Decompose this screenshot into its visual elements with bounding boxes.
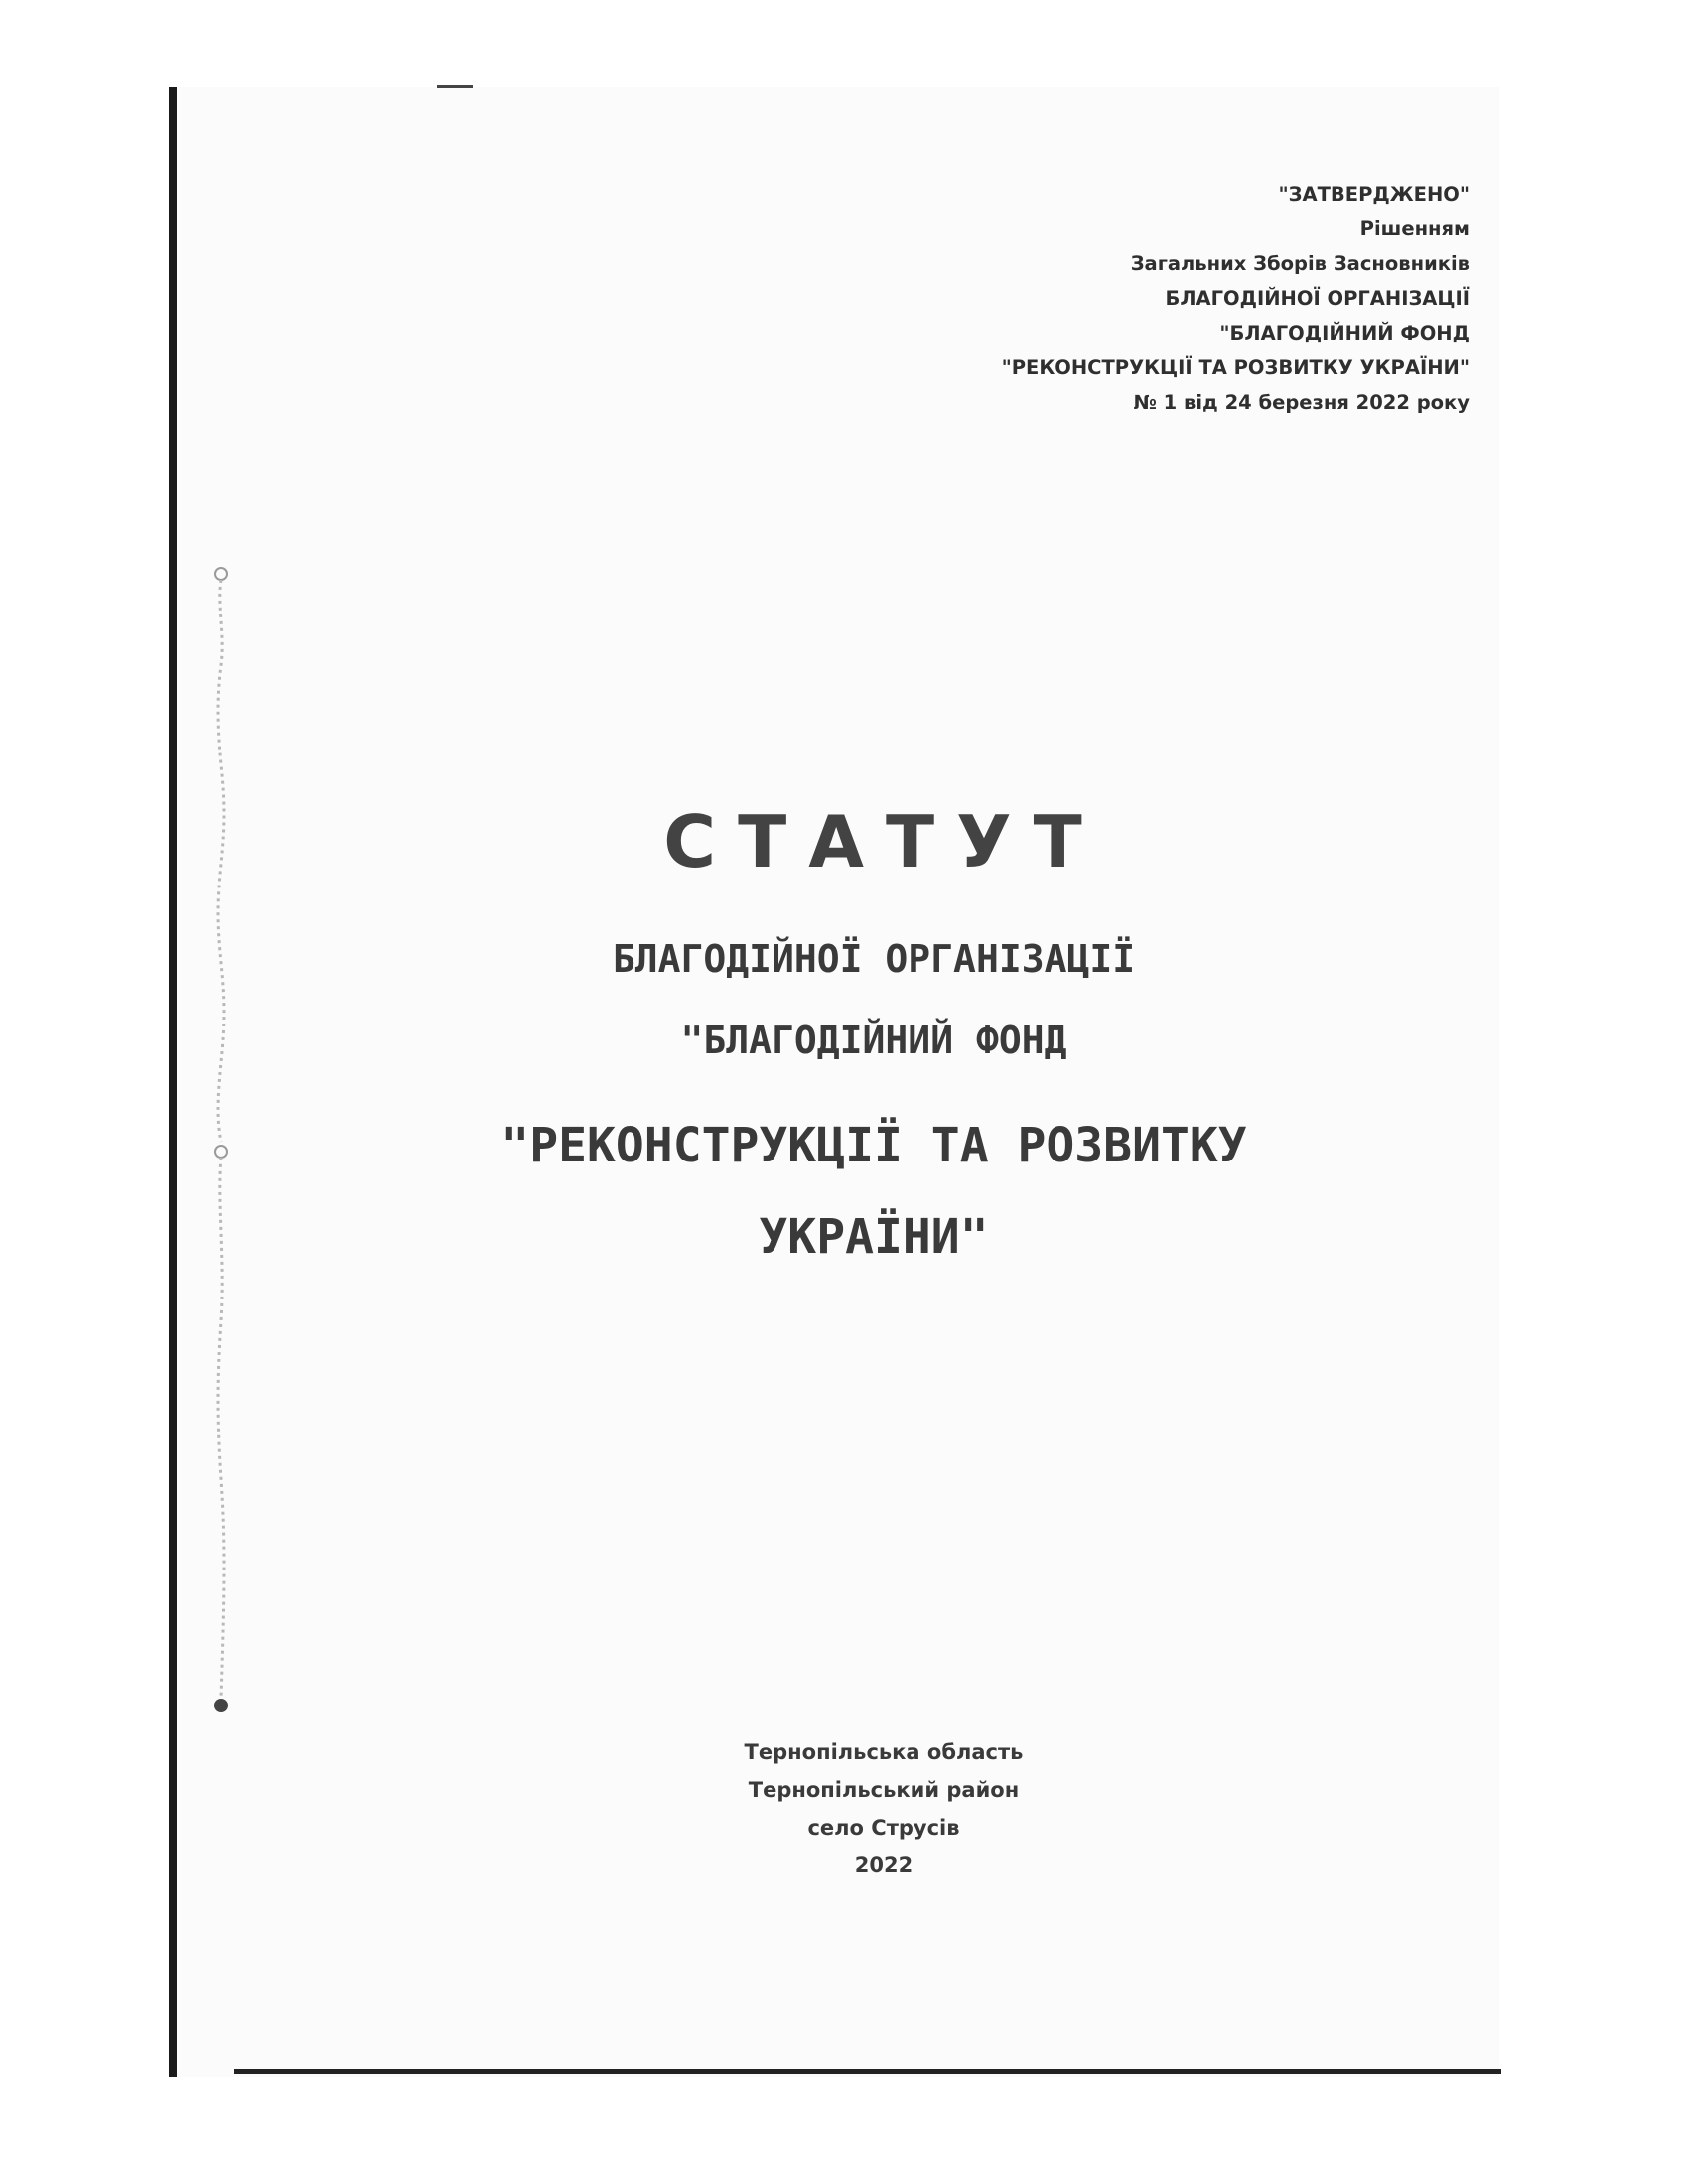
scan-mark	[437, 85, 473, 88]
location-block	[596, 1733, 1172, 1884]
location-village: село Струсів	[807, 1816, 960, 1840]
subtitle-line: УКРАЇНИ"	[759, 1209, 989, 1265]
binding-thread-icon	[209, 566, 234, 1727]
location-district: Тернопільський район	[748, 1778, 1020, 1802]
approval-date-line: № 1 від 24 березня 2022 року	[1133, 391, 1470, 414]
approval-line: Рішенням	[1359, 217, 1470, 240]
page-bottom-edge	[234, 2069, 1501, 2074]
subtitle-line: "РЕКОНСТРУКЦІЇ ТА РОЗВИТКУ	[500, 1118, 1247, 1173]
approval-line: БЛАГОДІЙНОЇ ОРГАНІЗАЦІЇ	[1165, 287, 1470, 310]
document-year: 2022	[854, 1853, 914, 1877]
approval-line: Загальних Зборів Засновників	[1130, 252, 1470, 275]
page-binding-edge	[169, 87, 177, 2077]
approval-line: "ЗАТВЕРДЖЕНО"	[1278, 183, 1470, 205]
location-region: Тернопільська область	[744, 1740, 1024, 1764]
approval-block	[715, 177, 1470, 420]
approval-line: "РЕКОНСТРУКЦІЇ ТА РОЗВИТКУ УКРАЇНИ"	[1001, 356, 1470, 379]
subtitle-line: БЛАГОДІЙНОЇ ОРГАНІЗАЦІЇ	[612, 937, 1136, 981]
document-title: СТАТУТ	[663, 800, 1104, 884]
approval-line: "БЛАГОДІЙНИЙ ФОНД	[1219, 322, 1470, 344]
subtitle-line: "БЛАГОДІЙНИЙ ФОНД	[680, 1019, 1067, 1062]
